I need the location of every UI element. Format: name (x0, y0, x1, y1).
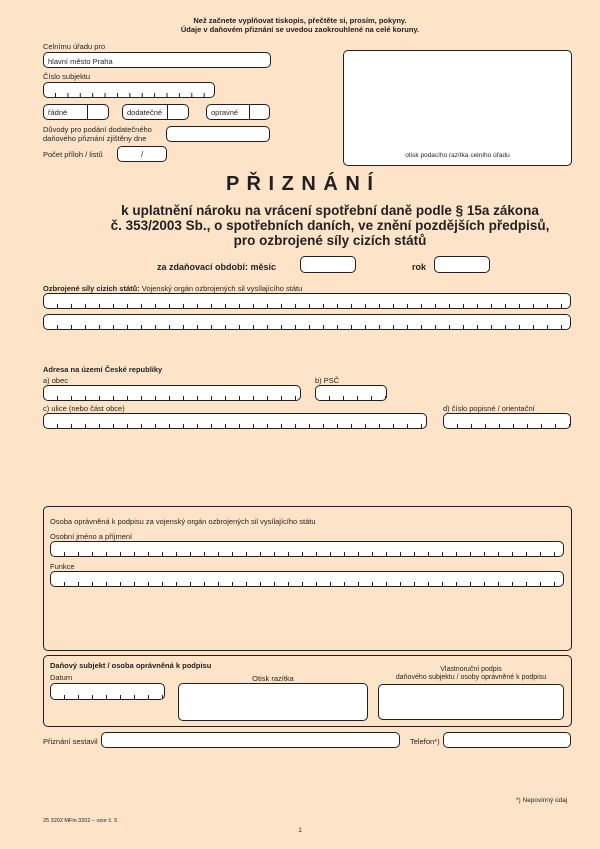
form-code: 25 3202 MFin 3202 – vzor č. 5 (43, 818, 118, 824)
signature-stamp-label: Otisk razítka (252, 674, 294, 683)
form-subtitle-3: pro ozbrojené síly cizích států (233, 233, 427, 248)
form-title: P Ř I Z N Á N Í (226, 173, 374, 195)
type-supplementary-label: dodatečné (127, 108, 163, 117)
address-city-label: a) obec (43, 376, 69, 385)
period-month-field[interactable] (300, 256, 356, 273)
authorized-function-label: Funkce (50, 562, 75, 571)
phone-label: Telefon*) (410, 737, 440, 746)
forces-field-2[interactable] (43, 314, 571, 330)
attachments-label: Počet příloh / listů (43, 150, 103, 159)
signature-hand-label-1: Vlastnoruční podpis (440, 666, 502, 673)
type-regular-checkbox[interactable] (43, 104, 109, 120)
header-notice-2: Údaje v daňovém přiznání se uvedou zaokrouhlené na celé koruny. (180, 25, 420, 34)
subject-number-label: Číslo subjektu (43, 72, 91, 81)
attachments-separator: / (141, 150, 144, 159)
office-stamp-box (343, 50, 572, 166)
authorized-function-field[interactable] (50, 571, 564, 587)
prepared-by-field[interactable] (101, 732, 400, 748)
address-number-field[interactable] (443, 413, 571, 429)
forces-label (43, 284, 302, 293)
address-city-field[interactable] (43, 385, 301, 401)
optional-note: *) Nepovinný údaj (516, 797, 568, 804)
page-number: 1 (298, 827, 302, 834)
office-stamp-label: otisk podacího razítka celního úřadu (405, 152, 510, 159)
office-field[interactable] (43, 52, 271, 68)
period-label: za zdaňovací období: měsíc (157, 262, 277, 272)
subject-number-field[interactable] (43, 82, 215, 98)
forces-label-text: Vojenský orgán ozbrojených sil vysílajícího státu (141, 284, 303, 293)
signature-date-label: Datum (50, 673, 73, 682)
signature-hand-label-2: daňového subjektu / osoby oprávněné k podpisu (395, 674, 547, 681)
attachments-field[interactable] (117, 146, 167, 162)
reasons-date-field[interactable] (166, 126, 270, 142)
signature-stamp-field[interactable] (178, 683, 368, 721)
phone-field[interactable] (443, 732, 571, 748)
prepared-by-label: Přiznání sestavil (43, 737, 98, 746)
office-label: Celnímu úřadu pro (43, 42, 106, 51)
type-supplementary-checkbox[interactable] (122, 104, 189, 120)
reasons-label-2: daňového přiznání zjištěny dne (43, 134, 147, 143)
type-regular-label: řádné (48, 108, 68, 117)
authorized-name-label: Osobní jméno a příjmení (50, 532, 133, 541)
authorized-title: Osoba oprávněná k podpisu za vojenský orgán ozbrojených sil vysílajícího státu (50, 517, 316, 526)
header-notice-1: Než začnete vyplňovat tiskopis, přečtěte si, prosím, pokyny. (193, 16, 407, 25)
forces-field-1[interactable] (43, 293, 571, 309)
signature-title: Daňový subjekt / osoba oprávněná k podpisu (50, 661, 212, 670)
address-street-label: c) ulice (nebo část obce) (43, 404, 125, 413)
signature-date-field[interactable] (50, 683, 165, 700)
address-zip-label: b) PSČ (315, 376, 340, 385)
address-number-label: d) číslo popisné / orientační (443, 404, 535, 413)
period-year-label: rok (412, 262, 427, 272)
reasons-label-1: Důvody pro podání dodatečného (43, 125, 152, 134)
address-title: Adresa na území České republiky (43, 365, 163, 374)
form-subtitle-1: k uplatnění nároku na vrácení spotřební daně podle § 15a zákona (121, 203, 539, 218)
type-corrective-checkbox[interactable] (206, 104, 270, 120)
authorized-name-field[interactable] (50, 541, 564, 557)
address-street-field[interactable] (43, 413, 427, 429)
period-year-field[interactable] (434, 256, 490, 273)
type-corrective-label: opravné (211, 108, 239, 117)
form-subtitle-2: č. 353/2003 Sb., o spotřebních daních, ve znění pozdějších předpisů, (110, 218, 550, 233)
office-value: hlavní město Praha (48, 57, 113, 66)
signature-hand-field[interactable] (378, 684, 564, 720)
forces-label-bold: Ozbrojené síly cizích států: (43, 284, 140, 293)
address-zip-field[interactable] (315, 385, 387, 401)
